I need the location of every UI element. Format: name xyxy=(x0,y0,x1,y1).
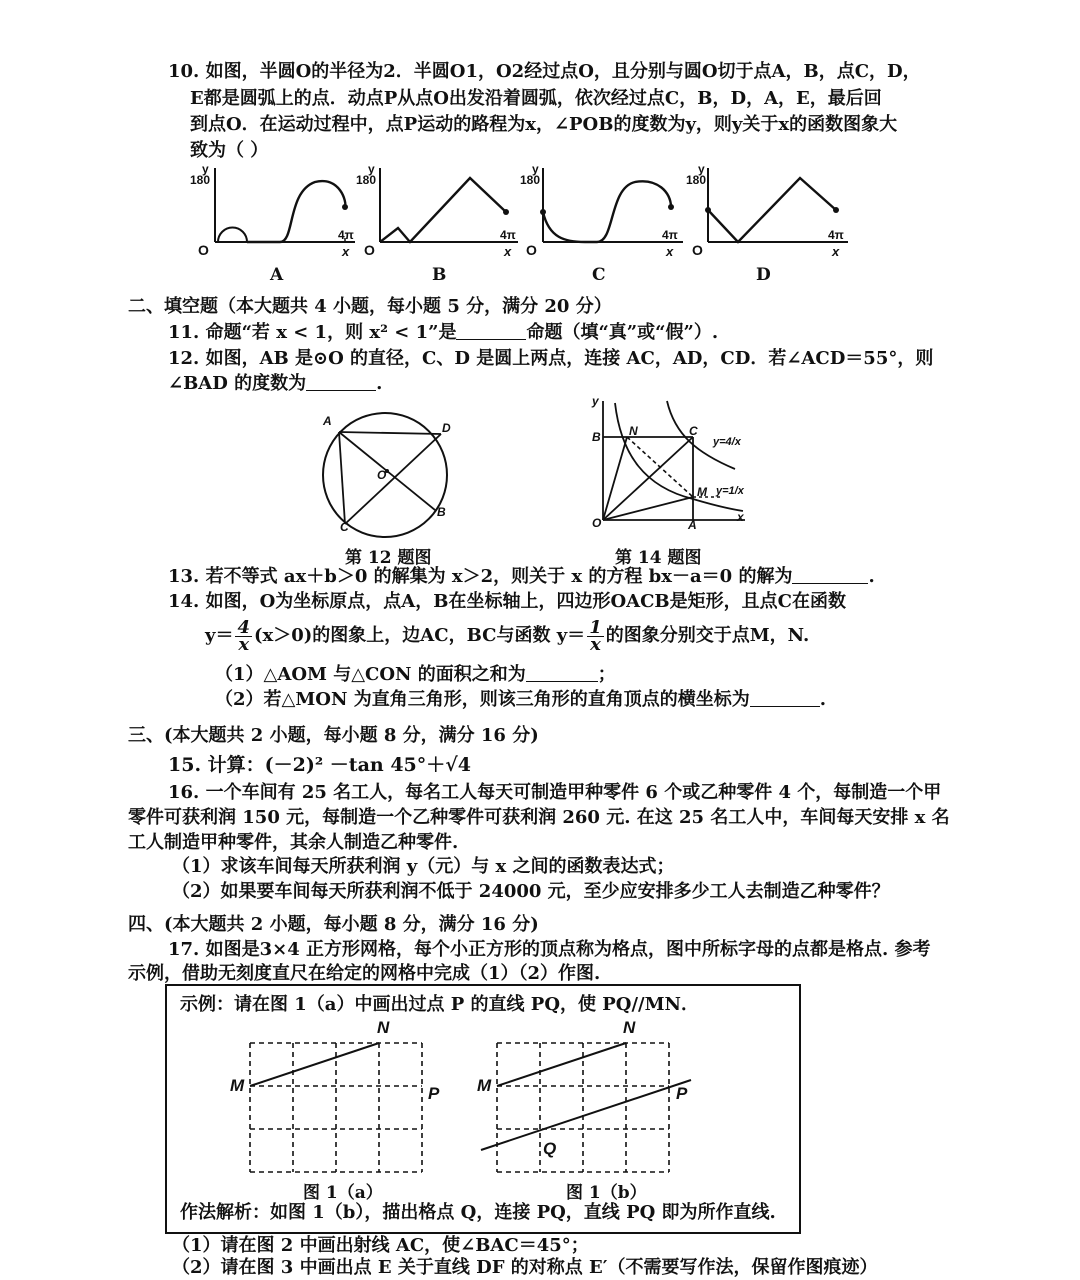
q10-line4: 致为（ ） xyxy=(190,140,269,161)
section3-title: 三、(本大题共 2 小题，每小题 8 分，满分 16 分) xyxy=(128,725,539,746)
graph-b-x-label: x xyxy=(504,244,512,259)
fig12-label-a: A xyxy=(323,414,332,428)
graph-c-y-label: y xyxy=(532,162,539,176)
q10-graph-d xyxy=(690,162,855,262)
fig12-caption: 第 12 题图 xyxy=(345,548,432,568)
graph-a-180: 180 xyxy=(190,173,211,187)
grid-figure-b xyxy=(497,1043,697,1177)
q17-line1: 17. 如图是3×4 正方形网格，每个小正方形的顶点称为格点，图中所标字母的点都是格点. 参考 xyxy=(168,939,931,960)
option-a: A xyxy=(270,265,284,285)
q10-line1: 10. 如图，半圆O的半径为2．半圆O1，O2经过点O，且分别与圆O切于点A，B，点C，D， xyxy=(168,61,921,82)
graph-d-4pi: 4π xyxy=(828,228,844,242)
q16-line3: 工人制造甲种零件，其余人制造乙种零件. xyxy=(128,832,459,853)
graph-b-y-label: y xyxy=(368,162,375,176)
fig14-caption: 第 14 题图 xyxy=(615,548,702,568)
graph-c-origin: O xyxy=(526,242,537,258)
fig14-func2: y=1/x xyxy=(716,485,744,497)
fig14-func1: y=4/x xyxy=(713,436,741,448)
q10-line2: E都是圆弧上的点．动点P从点O出发沿着圆弧，依次经过点C，B，D，A，E，最后回 xyxy=(190,88,882,109)
fig14-label-o: O xyxy=(592,516,602,530)
option-d: D xyxy=(756,265,771,285)
option-c: C xyxy=(592,265,606,285)
fig14-label-c: C xyxy=(689,424,698,438)
fig14-label-b: B xyxy=(592,430,601,444)
graph-a-y-label: y xyxy=(202,162,209,176)
grid-a-label-n: N xyxy=(377,1018,390,1037)
analysis-text: 作法解析：如图 1（b），描出格点 Q，连接 PQ，直线 PQ 即为所作直线. xyxy=(180,1202,776,1223)
fig12-label-d: D xyxy=(442,421,451,435)
graph-d-180: 180 xyxy=(686,173,707,187)
graph-b-4pi: 4π xyxy=(500,228,516,242)
graph-c-180: 180 xyxy=(520,173,541,187)
fig14-label-n: N xyxy=(629,424,638,438)
graph-b-180: 180 xyxy=(356,173,377,187)
q16-part2: （2）如果要车间每天所获利润不低于 24000 元，至少应安排多少工人去制造乙种零件？ xyxy=(172,881,890,902)
q16-part1: （1）求该车间每天所获利润 y（元）与 x 之间的函数表达式； xyxy=(172,856,675,877)
q16-line1: 16. 一个车间有 25 名工人，每名工人每天可制造甲种零件 6 个或乙种零件 4 个，每制造一个甲 xyxy=(168,782,942,803)
graph-a-origin: O xyxy=(198,242,209,258)
grid-b-label-q: Q xyxy=(543,1139,557,1158)
fig-a-caption: 图 1（a） xyxy=(303,1183,383,1203)
fig12-label-b: B xyxy=(437,505,446,519)
graph-c-4pi: 4π xyxy=(662,228,678,242)
fig14-label-m: M xyxy=(697,485,707,499)
graph-a-x-label: x xyxy=(342,244,350,259)
graph-a-4pi: 4π xyxy=(338,228,354,242)
graph-d-origin: O xyxy=(692,242,703,258)
grid-b-label-p: P xyxy=(676,1084,688,1103)
fig14-label-x: x xyxy=(737,510,744,524)
grid-figure-a xyxy=(250,1043,428,1177)
q14-part2: （2）若△MON 为直角三角形，则该三角形的直角顶点的横坐标为 . xyxy=(215,689,826,710)
q14-line2: y＝ $\frac{4}{x}$ (x＞0)的图象上，边AC，BC与函数 y＝ $\frac{1}{x}$ 的图象分别交于点M，N. xyxy=(205,616,810,655)
graph-d-y-label: y xyxy=(698,162,705,176)
graph-c-x-label: x xyxy=(666,244,674,259)
grid-a-label-p: P xyxy=(428,1084,440,1103)
option-b: B xyxy=(432,265,447,285)
fig14-label-a: A xyxy=(688,518,697,532)
q10-graph-a xyxy=(195,162,360,262)
q16-line2: 零件可获利润 150 元，每制造一个乙种零件可获利润 260 元. 在这 25 名工人中，车间每天安排 x 名 xyxy=(128,807,950,828)
grid-a-label-m: M xyxy=(230,1076,245,1095)
fig14-coordinate-diagram xyxy=(585,395,760,540)
q17-line2: 示例，借助无刻度直尺在给定的网格中完成（1）（2）作图. xyxy=(128,963,601,984)
section2-title: 二、填空题（本大题共 4 小题，每小题 5 分，满分 20 分） xyxy=(128,296,612,317)
q10-line3: 到点O．在运动过程中，点P运动的路程为x，∠POB的度数为y，则y关于x的函数图象大 xyxy=(190,114,898,135)
q14-line1: 14. 如图，O为坐标原点，点A，B在坐标轴上，四边形OACB是矩形，且点C在函数 xyxy=(168,591,846,612)
q13: 13. 若不等式 ax＋b＞0 的解集为 x＞2，则关于 x 的方程 bx－a＝0 的解为 . xyxy=(168,566,875,587)
fig-b-caption: 图 1（b） xyxy=(566,1183,647,1203)
q15: 15. 计算：(－2)² －tan 45°＋√4 xyxy=(168,754,471,776)
q14-part1: （1）△AOM 与△CON 的面积之和为 ； xyxy=(215,664,616,685)
grid-b-label-m: M xyxy=(477,1076,492,1095)
q17-part2: （2）请在图 3 中画出点 E 关于直线 DF 的对称点 E′（不需要写作法，保留作图痕迹） xyxy=(172,1257,878,1278)
fig12-label-c: C xyxy=(340,520,349,534)
fig14-label-y: y xyxy=(592,394,599,408)
graph-d-x-label: x xyxy=(832,244,840,259)
q12-line2: ∠BAD 的度数为 . xyxy=(168,373,383,394)
q10-graph-b xyxy=(360,162,525,262)
fig12-label-o: O xyxy=(377,468,387,482)
q11: 11. 命题“若 x < 1，则 x² < 1”是 命题（填“真”或“假”）. xyxy=(168,322,719,343)
example-text: 示例：请在图 1（a）中画出过点 P 的直线 PQ，使 PQ//MN． xyxy=(180,994,700,1015)
q17-part1: （1）请在图 2 中画出射线 AC，使∠BAC＝45°； xyxy=(172,1235,589,1256)
section4-title: 四、(本大题共 2 小题，每小题 8 分，满分 16 分) xyxy=(128,914,539,935)
grid-b-label-n: N xyxy=(623,1018,636,1037)
fig12-circle-diagram xyxy=(315,410,460,545)
q12-line1: 12. 如图，AB 是⊙O 的直径，C、D 是圆上两点，连接 AC，AD，CD．若∠ACD＝55°，则 xyxy=(168,348,934,369)
graph-b-origin: O xyxy=(364,242,375,258)
